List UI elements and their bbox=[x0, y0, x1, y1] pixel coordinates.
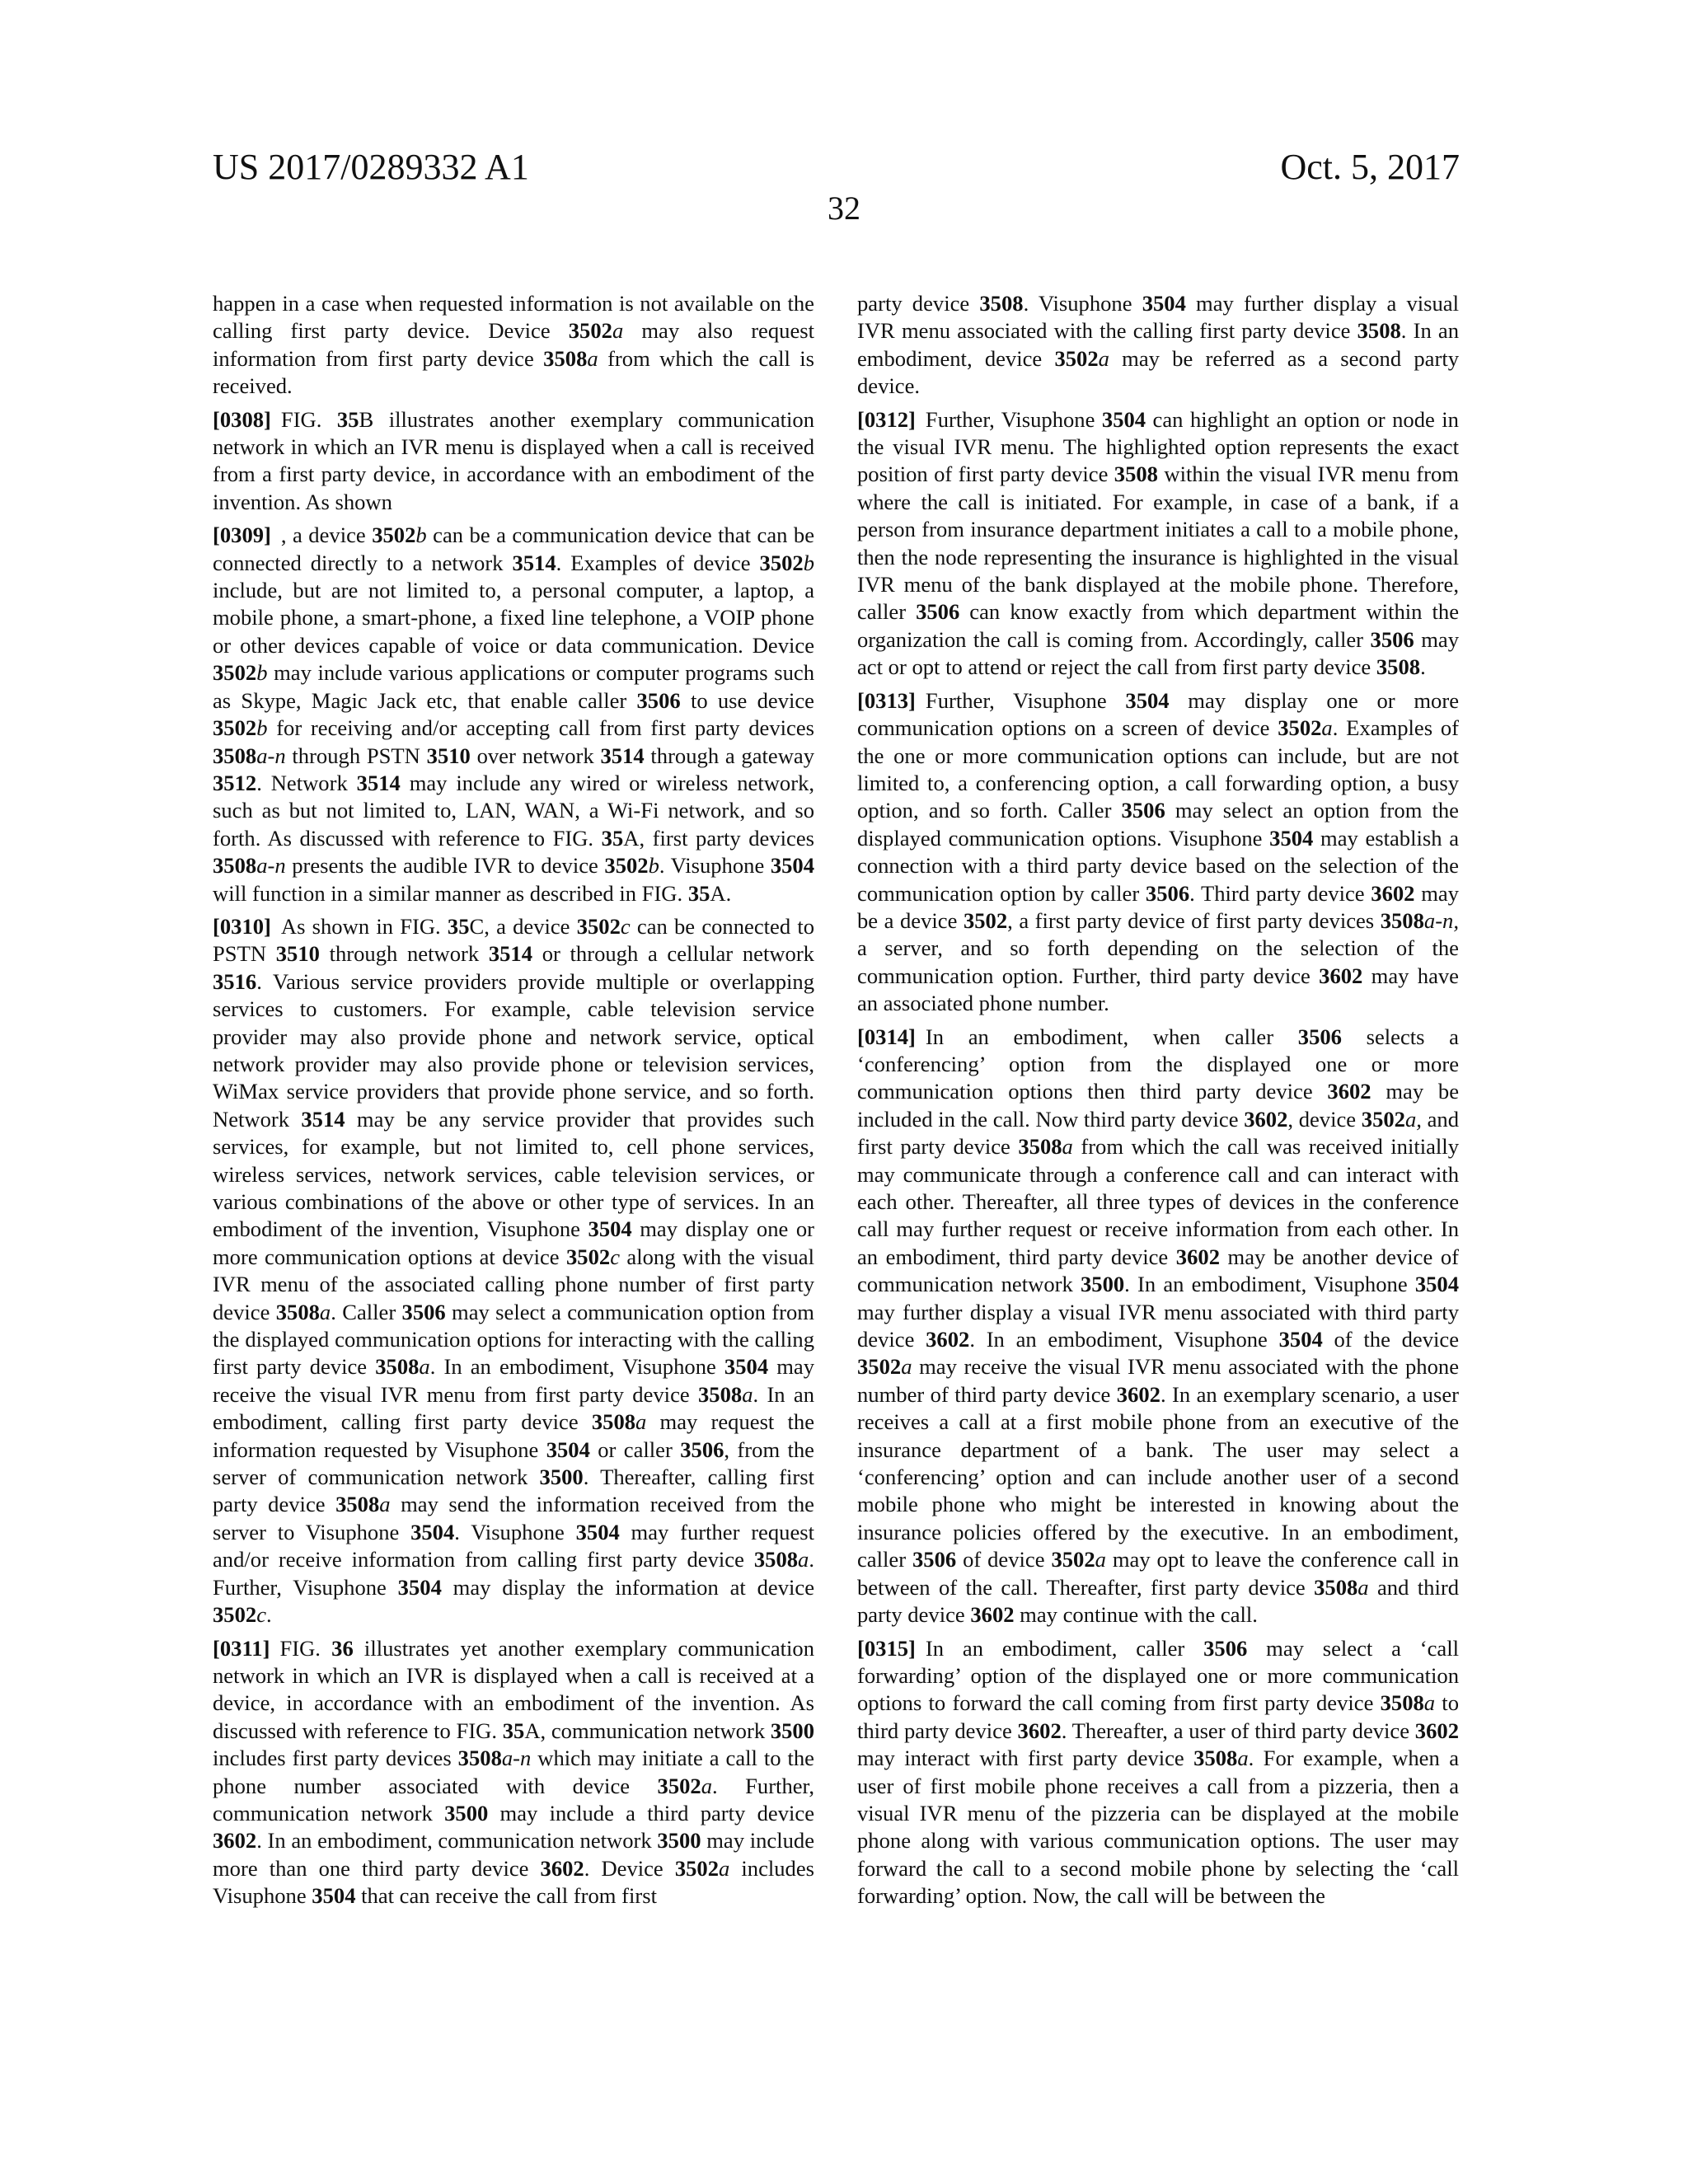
paragraph-text: party device 3508. Visuphone 3504 may further display a visual IVR menu associated with the calling first party device 3508. In an embodiment, device 3502a may be referred as a second party device. bbox=[857, 291, 1459, 399]
paragraph-text: happen in a case when requested information is not available on the calling first party device. Device 3502a may also request information from first party device 3508a from which the call is received. bbox=[213, 291, 814, 399]
paragraph bbox=[857, 687, 1459, 1018]
paragraph bbox=[213, 913, 814, 1629]
publication-date: Oct. 5, 2017 bbox=[1280, 147, 1460, 187]
paragraph-text: FIG. 35B illustrates another exemplary communication network in which an IVR menu is displayed when a call is received from a first party device, in accordance with an embodiment of the invention. As shown bbox=[213, 406, 815, 514]
paragraph bbox=[857, 1024, 1459, 1629]
paragraph bbox=[213, 1635, 814, 1910]
paragraph-number: [0313] bbox=[857, 687, 916, 713]
paragraph bbox=[213, 406, 814, 517]
paragraph-number: [0308] bbox=[213, 406, 271, 432]
paragraph bbox=[213, 290, 814, 401]
paragraph bbox=[857, 1635, 1459, 1910]
left-column bbox=[213, 290, 814, 1916]
paragraph bbox=[857, 406, 1459, 682]
paragraph-number: [0312] bbox=[857, 406, 916, 432]
paragraph bbox=[213, 522, 814, 907]
paragraph-text: As shown in FIG. 35C, a device 3502c can be connected to PSTN 3510 through network 3514 or through a cellular network 3516. Various service providers provide multiple or overlapping services to customers. For example, cable television service provider may also provide phone and network service, optical network provider may also provide phone or television services, WiMax service providers that provide phone service, and so forth. Network 3514 may be any service provider that provides such services, for example, but not limited to, cell phone services, wireless services, network services, cable television services, or various combinations of the above or other type of services. In an embodiment of the invention, Visuphone 3504 may display one or more communication options at device 3502c along with the visual IVR menu of the associated calling phone number of first party device 3508a. Caller 3506 may select a communication option from the displayed communication options for interacting with the calling first party device 3508a. In an embodiment, Visuphone 3504 may receive the visual IVR menu from first party device 3508a. In an embodiment, calling first party device 3508a may request the information requested by Visuphone 3504 or caller 3506, from the server of communication network 3500. Thereafter, calling first party device 3508a may send the information received from the server to Visuphone 3504. Visuphone 3504 may further request and/or receive information from calling first party device 3508a. Further, Visuphone 3504 may display the information at device 3502c. bbox=[213, 913, 815, 1628]
right-column bbox=[857, 290, 1459, 1916]
paragraph-text: In an embodiment, caller 3506 may select a ‘call forwarding’ option of the displayed one or more communication options to forward the call coming from first party device 3508a to third party device 3602. Thereafter, a user of third party device 3602 may interact with first party device 3508a. For example, when a user of first mobile phone receives a call from a pizzeria, then a visual IVR menu of the pizzeria can be displayed at the mobile phone along with various communication options. The user may forward the call to a second mobile phone by selecting the ‘call forwarding’ option. Now, the call will be between the bbox=[857, 1635, 1459, 1909]
publication-number: US 2017/0289332 A1 bbox=[213, 147, 529, 187]
paragraph-number: [0315] bbox=[857, 1635, 916, 1661]
paragraph-text: Further, Visuphone 3504 may display one or more communication options on a screen of device 3502a. Examples of the one or more communication options can include, but are not limited to, a conferencing option, a call forwarding option, a busy option, and so forth. Caller 3506 may select an option from the displayed communication options. Visuphone 3504 may establish a connection with a third party device based on the selection of the communication option by caller 3506. Third party device 3602 may be a device 3502, a first party device of first party devices 3508a-n, a server, and so forth depending on the selection of the communication option. Further, third party device 3602 may have an associated phone number. bbox=[857, 687, 1460, 1016]
paragraph-text: FIG. 36 illustrates yet another exemplary communication network in which an IVR is displayed when a call is received at a device, in accordance with an embodiment of the invention. As discussed with reference to FIG. 35A, communication network 3500 includes first party devices 3508a-n which may initiate a call to the phone number associated with device 3502a. Further, communication network 3500 may include a third party device 3602. In an embodiment, communication network 3500 may include more than one third party device 3602. Device 3502a includes Visuphone 3504 that can receive the call from first bbox=[213, 1635, 815, 1909]
paragraph bbox=[857, 290, 1459, 401]
page-number: 32 bbox=[828, 190, 860, 227]
paragraph-number: [0311] bbox=[213, 1635, 270, 1661]
paragraph-text: In an embodiment, when caller 3506 selects a ‘conferencing’ option from the displayed one or more communication options then third party device 3602 may be included in the call. Now third party device 3602, device 3502a, and first party device 3508a from which the call was received initially may communicate through a conference call and can interact with each other. Thereafter, all three types of devices in the conference call may further request or receive information from each other. In an embodiment, third party device 3602 may be another device of communication network 3500. In an embodiment, Visuphone 3504 may further display a visual IVR menu associated with third party device 3602. In an embodiment, Visuphone 3504 of the device 3502a may receive the visual IVR menu associated with the phone number of third party device 3602. In an exemplary scenario, a user receives a call at a first mobile phone from an executive of the insurance department of a bank. The user may select a ‘conferencing’ option and can include another user of a second mobile phone who might be interested in knowing about the insurance policies offered by the executive. In an embodiment, caller 3506 of device 3502a may opt to leave the conference call in between of the call. Thereafter, first party device 3508a and third party device 3602 may continue with the call. bbox=[857, 1024, 1460, 1628]
paragraph-text: Further, Visuphone 3504 can highlight an option or node in the visual IVR menu. The highlighted option represents the exact position of first party device 3508 within the visual IVR menu from where the call is initiated. For example, in case of a bank, if a person from insurance department initiates a call to a mobile phone, then the node representing the insurance is highlighted in the visual IVR menu of the bank displayed at the mobile phone. Therefore, caller 3506 can know exactly from which department within the organization the call is coming from. Accordingly, caller 3506 may act or opt to attend or reject the call from first party device 3508. bbox=[857, 406, 1459, 680]
paragraph-number: [0310] bbox=[213, 913, 271, 939]
paragraph-number: [0309] bbox=[213, 523, 271, 548]
paragraph-number: [0314] bbox=[857, 1024, 916, 1049]
paragraph-text: , a device 3502b can be a communication device that can be connected directly to a network 3514. Examples of device 3502b include, but are not limited to, a personal computer, a laptop, a mobile phone, a smart-phone, a fixed line telephone, a VOIP phone or other devices capable of voice or data communication. Device 3502b may include various applications or computer programs such as Skype, Magic Jack etc, that enable caller 3506 to use device 3502b for receiving and/or accepting call from first party devices 3508a-n through PSTN 3510 over network 3514 through a gateway 3512. Network 3514 may include any wired or wireless network, such as but not limited to, LAN, WAN, a Wi-Fi network, and so forth. As discussed with reference to FIG. 35A, first party devices 3508a-n presents the audible IVR to device 3502b. Visuphone 3504 will function in a similar manner as described in FIG. 35A. bbox=[213, 523, 815, 906]
